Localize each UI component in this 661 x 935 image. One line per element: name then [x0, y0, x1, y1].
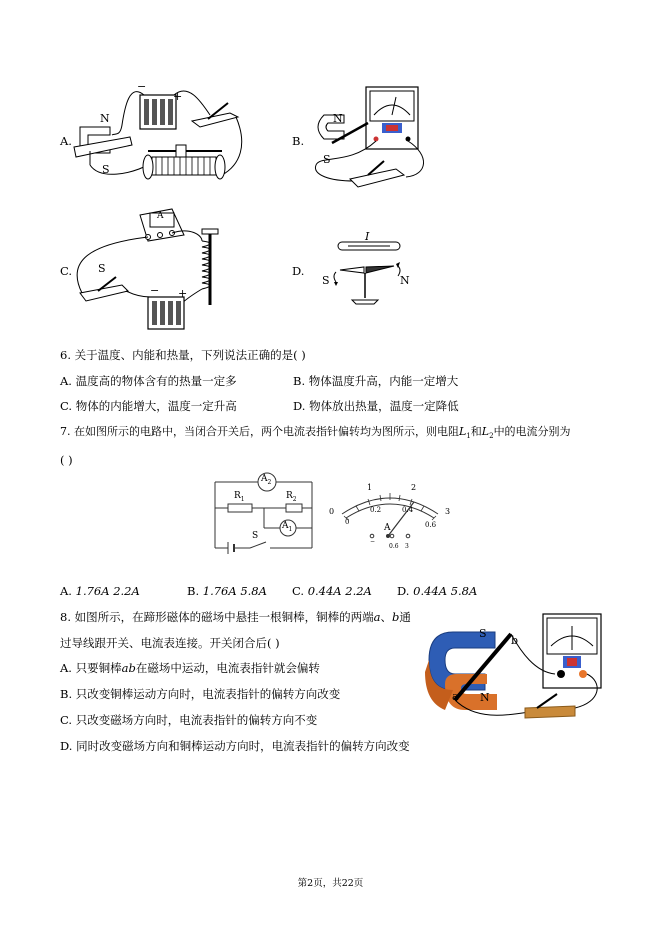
- fig-d-north: N: [400, 274, 410, 287]
- q7-tick-bottom-1: 0.2: [370, 506, 382, 514]
- q8-option-c: C. 只改变磁场方向时，电流表指针的偏转方向不变: [60, 713, 318, 727]
- q8-fig-south: S: [479, 627, 487, 640]
- q7-stem-end: 中的电流分别为: [493, 425, 571, 438]
- q7-terminal-dots: [368, 532, 418, 542]
- q8-magnet-figure: [425, 612, 610, 727]
- q7-a1-sub: 1: [288, 525, 293, 533]
- q7-option-a-label: A.: [60, 584, 72, 598]
- figure-a-circuit: [70, 85, 250, 195]
- q8-option-d: D. 同时改变磁场方向和铜棒运动方向时，电流表指针的偏转方向改变: [60, 739, 410, 753]
- q6-option-a: A. 温度高的物体含有的热量一定多: [60, 374, 237, 388]
- option-c-label: C.: [60, 264, 73, 278]
- q7-and: 和: [470, 425, 482, 438]
- q7-r1-letter: R: [234, 491, 241, 501]
- q7-meter-unit: A: [384, 523, 391, 533]
- q7-option-a: [60, 583, 140, 599]
- q7-l2-sub: 2: [489, 432, 494, 441]
- q7-ammeter-a1: [282, 521, 292, 533]
- q7-option-c-label: C.: [292, 584, 305, 598]
- q8-end-b: b: [391, 610, 400, 624]
- fig-b-north: N: [333, 112, 343, 125]
- q7-option-a-value: 1.76A 2.2A: [75, 584, 140, 598]
- figure-d-compass: [318, 232, 418, 312]
- fig-d-current: I: [365, 230, 370, 243]
- q7-tick-bottom-0: 0: [345, 518, 350, 526]
- option-a-label: A.: [60, 134, 72, 148]
- q7-tick-top-2: 2: [411, 483, 417, 492]
- q7-terminal-06: 0.6: [389, 543, 399, 550]
- q7-a2-letter: A: [261, 474, 268, 484]
- option-d-label: D.: [292, 264, 305, 278]
- q6-stem: 6. 关于温度、内能和热量，下列说法正确的是( ): [60, 348, 306, 362]
- fig-c-south: S: [98, 262, 106, 275]
- q7-option-d-label: D.: [397, 584, 410, 598]
- fig-c-minus: −: [150, 284, 160, 297]
- q7-option-b-value: 1.76A 5.8A: [202, 584, 267, 598]
- q8-end-a: a: [373, 610, 381, 624]
- q8-fig-a: a: [452, 690, 459, 703]
- q8-fig-b: b: [511, 634, 519, 647]
- fig-d-south: S: [322, 274, 330, 287]
- q7-option-b-label: B.: [187, 584, 200, 598]
- q7-l1-sub: 1: [466, 432, 471, 441]
- q8-option-a: [60, 660, 320, 676]
- q7-r2-letter: R: [286, 491, 293, 501]
- q7-option-d: [397, 583, 477, 599]
- option-b-label: B.: [292, 134, 305, 148]
- q7-tick-top-1: 1: [367, 483, 373, 492]
- q6-option-c: C. 物体的内能增大，温度一定升高: [60, 399, 237, 413]
- q8-stem: [60, 609, 411, 625]
- fig-c-plus: +: [178, 287, 188, 300]
- q7-ammeter-a2: [261, 474, 271, 486]
- fig-a-minus: −: [137, 80, 147, 93]
- fig-a-north: N: [100, 112, 110, 125]
- q8-stem-end: 通: [399, 610, 411, 624]
- q7-tick-top-0: 0: [329, 507, 335, 516]
- q8-stem-text: 8. 如图所示，在蹄形磁体的磁场中悬挂一根铜棒，铜棒的两端: [60, 610, 374, 624]
- q7-tick-top-3: 3: [445, 507, 451, 516]
- q7-option-d-value: 0.44A 5.8A: [413, 584, 478, 598]
- page-footer: 第2页，共22页: [297, 878, 364, 889]
- q7-l2: L: [481, 425, 490, 438]
- q7-a1-letter: A: [282, 521, 289, 531]
- q6-option-b: B. 物体温度升高，内能一定增大: [293, 374, 459, 388]
- q8-option-a-post: 在磁场中运动，电流表指针就会偏转: [135, 661, 320, 675]
- fig-a-south: S: [102, 163, 110, 176]
- fig-c-ammeter: A: [157, 211, 164, 221]
- q7-r1-sub: 1: [240, 495, 245, 503]
- q7-stem: [60, 424, 571, 444]
- q7-a2-sub: 2: [267, 478, 272, 486]
- q7-resistor-r1: [234, 491, 245, 503]
- q8-option-a-pre: A. 只要铜棒: [60, 661, 122, 675]
- fig-b-south: S: [323, 153, 331, 166]
- figure-b-circuit: [310, 85, 440, 200]
- q7-switch-s: S: [252, 531, 259, 541]
- q7-r2-sub: 2: [292, 495, 297, 503]
- q7-tick-bottom-2: 0.4: [402, 506, 414, 514]
- q8-option-a-var: ab: [121, 661, 136, 675]
- q8-fig-north: N: [480, 691, 490, 704]
- q8-option-b: B. 只改变铜棒运动方向时，电流表指针的偏转方向改变: [60, 687, 341, 701]
- q6-option-d: D. 物体放出热量，温度一定降低: [293, 399, 459, 413]
- q7-terminal-neg: −: [370, 538, 376, 545]
- q7-stem-text: 7. 在如图所示的电路中，当闭合开关后，两个电流表指针偏转均为图所示，则电阻: [60, 425, 459, 438]
- fig-a-plus: +: [173, 90, 183, 103]
- q8-stem-line2: 过导线跟开关、电流表连接。开关闭合后( ): [60, 636, 280, 650]
- q7-terminal-3: 3: [405, 543, 409, 550]
- q8-sep: 、: [380, 610, 392, 624]
- q7-option-b: [187, 583, 267, 599]
- q7-paren: ( ): [60, 453, 73, 467]
- q7-option-c-value: 0.44A 2.2A: [307, 584, 372, 598]
- q7-tick-bottom-3: 0.6: [425, 521, 437, 529]
- q7-l1: L: [459, 425, 467, 438]
- q7-resistor-r2: [286, 491, 297, 503]
- q7-option-c: [292, 583, 372, 599]
